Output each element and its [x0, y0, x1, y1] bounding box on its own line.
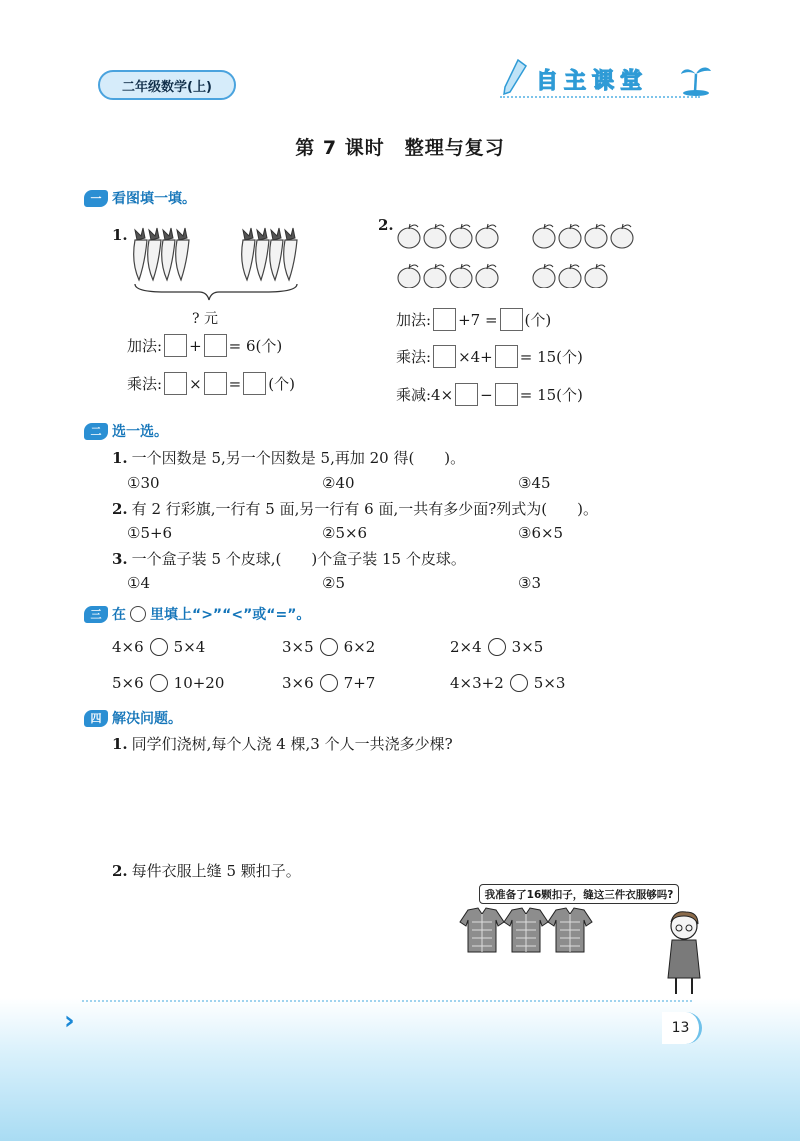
row-label: 加法: — [127, 337, 163, 355]
row-suffix: (个) — [268, 375, 295, 393]
speech-bubble: 我准备了16颗扣子，缝这三件衣服够吗? — [479, 884, 679, 904]
compare-right: 7+7 — [343, 674, 376, 692]
question-number: 2. — [112, 499, 128, 518]
brand-title: 自主课堂 — [536, 69, 649, 94]
row-label: 乘减:4× — [396, 386, 454, 404]
compare-right: 10+20 — [173, 674, 225, 692]
compare-circle[interactable] — [488, 638, 506, 656]
shirts-figure — [456, 906, 596, 956]
chevron-right-icon: › — [64, 1006, 75, 1036]
circle-icon — [130, 606, 146, 622]
apples-figure — [396, 216, 648, 288]
compare-left: 4×6 — [112, 638, 144, 656]
grade-badge: 二年级数学(上) — [98, 70, 236, 100]
option[interactable]: ②5 — [322, 574, 345, 592]
answer-box[interactable] — [495, 383, 518, 406]
choice-question-2 — [112, 498, 598, 519]
section-number: 一 — [84, 190, 108, 207]
compare-right: 6×2 — [343, 638, 376, 656]
row-suffix: = 6(个) — [228, 337, 283, 355]
q2-addition-row — [396, 308, 551, 331]
compare-circle[interactable] — [320, 674, 338, 692]
answer-box[interactable] — [433, 345, 456, 368]
compare-left: 3×5 — [282, 638, 314, 656]
section-title-pre: 在 — [112, 607, 126, 623]
question-number: 1. — [112, 226, 128, 244]
question-text: 同学们浇树,每个人浇 4 棵,3 个人一共浇多少棵? — [131, 735, 453, 753]
palm-tree-icon — [678, 62, 714, 98]
compare-right: 3×5 — [511, 638, 544, 656]
answer-box[interactable] — [243, 372, 266, 395]
compare-item — [112, 638, 205, 656]
compare-circle[interactable] — [150, 674, 168, 692]
compare-left: 3×6 — [282, 674, 314, 692]
row-suffix: = 15(个) — [519, 386, 583, 404]
row-label: 加法: — [396, 311, 432, 329]
q1-addition-row: 加法: + = 6(个) — [127, 334, 282, 357]
page-title: 第 7 课时 整理与复习 — [295, 137, 505, 159]
apple-row-1-left — [398, 224, 498, 248]
option[interactable]: ③3 — [518, 574, 541, 592]
section-title: 看图填一填。 — [112, 191, 196, 207]
row-suffix: = 15(个) — [519, 348, 583, 366]
row-mid: − — [480, 385, 493, 404]
problem-2 — [112, 860, 301, 881]
compare-right: 5×3 — [533, 674, 566, 692]
compare-right: 5×4 — [173, 638, 206, 656]
section-1-header — [84, 188, 196, 208]
compare-left: 4×3+2 — [450, 674, 504, 692]
compare-item — [282, 674, 375, 692]
choice-question-3 — [112, 548, 466, 569]
compare-item — [450, 674, 565, 692]
answer-area[interactable] — [112, 760, 672, 850]
section-title: 选一选。 — [112, 424, 168, 440]
carrot-group-left — [134, 240, 189, 280]
section-title: 解决问题。 — [112, 711, 182, 727]
section-3-header — [84, 604, 310, 624]
section-number: 三 — [84, 606, 108, 623]
section-2-header — [84, 421, 168, 441]
answer-box[interactable] — [164, 372, 187, 395]
option[interactable]: ①5+6 — [127, 524, 173, 542]
apple-row-2-left — [398, 264, 498, 288]
option[interactable]: ②40 — [322, 474, 355, 492]
row-label: 乘法: — [396, 348, 432, 366]
option[interactable]: ③6×5 — [518, 524, 564, 542]
option[interactable]: ③45 — [518, 474, 551, 492]
choice-question-1 — [112, 447, 465, 468]
question-number: 2. — [112, 861, 128, 880]
question-number: 2. — [378, 216, 394, 234]
footer-dotted-line — [82, 1000, 692, 1002]
compare-circle[interactable] — [320, 638, 338, 656]
compare-left: 2×4 — [450, 638, 482, 656]
row-mid: +7 = — [458, 310, 498, 329]
question-number: 1. — [112, 448, 128, 467]
section-number: 四 — [84, 710, 108, 727]
question-number: 1. — [112, 734, 128, 753]
question-text: 一个因数是 5,另一个因数是 5,再加 20 得( )。 — [131, 449, 466, 467]
compare-circle[interactable] — [510, 674, 528, 692]
answer-box[interactable] — [455, 383, 478, 406]
compare-item — [450, 638, 543, 656]
carrots-figure — [125, 222, 310, 307]
page-number: 13 — [662, 1012, 702, 1044]
answer-box[interactable] — [164, 334, 187, 357]
compare-item — [282, 638, 375, 656]
section-number: 二 — [84, 423, 108, 440]
option[interactable]: ①4 — [127, 574, 150, 592]
q1-multiplication-row: 乘法: × = (个) — [127, 372, 295, 395]
question-number: 3. — [112, 549, 128, 568]
section-4-header — [84, 708, 182, 728]
apple-row-2-right — [533, 264, 607, 288]
grandma-figure — [654, 908, 714, 998]
row-suffix: (个) — [524, 311, 552, 329]
pencil-icon — [500, 58, 530, 98]
price-label: ? 元 — [192, 311, 218, 327]
question-text: 每件衣服上缝 5 颗扣子。 — [131, 862, 301, 880]
section-title-post: 里填上“>”“<”或“=”。 — [150, 607, 311, 623]
brand-logo — [500, 58, 720, 102]
answer-box[interactable] — [495, 345, 518, 368]
question-text: 一个盒子装 5 个皮球,( )个盒子装 15 个皮球。 — [131, 550, 466, 568]
answer-box[interactable] — [204, 334, 227, 357]
option[interactable]: ①30 — [127, 474, 160, 492]
carrot-group-right — [242, 240, 297, 280]
compare-item — [112, 674, 224, 692]
answer-box[interactable] — [433, 308, 456, 331]
apple-row-1-right — [533, 224, 633, 248]
question-text: 有 2 行彩旗,一行有 5 面,另一行有 6 面,一共有多少面?列式为( )。 — [131, 500, 598, 518]
row-label: 乘法: — [127, 375, 163, 393]
q2-multiplication-row — [396, 345, 583, 368]
problem-1 — [112, 733, 453, 754]
row-mid: ×4+ — [458, 347, 493, 366]
compare-circle[interactable] — [150, 638, 168, 656]
compare-left: 5×6 — [112, 674, 144, 692]
option[interactable]: ②5×6 — [322, 524, 368, 542]
answer-box[interactable] — [204, 372, 227, 395]
brand-dotted-line — [500, 96, 700, 98]
answer-box[interactable] — [500, 308, 523, 331]
q2-subtraction-row — [396, 383, 583, 406]
